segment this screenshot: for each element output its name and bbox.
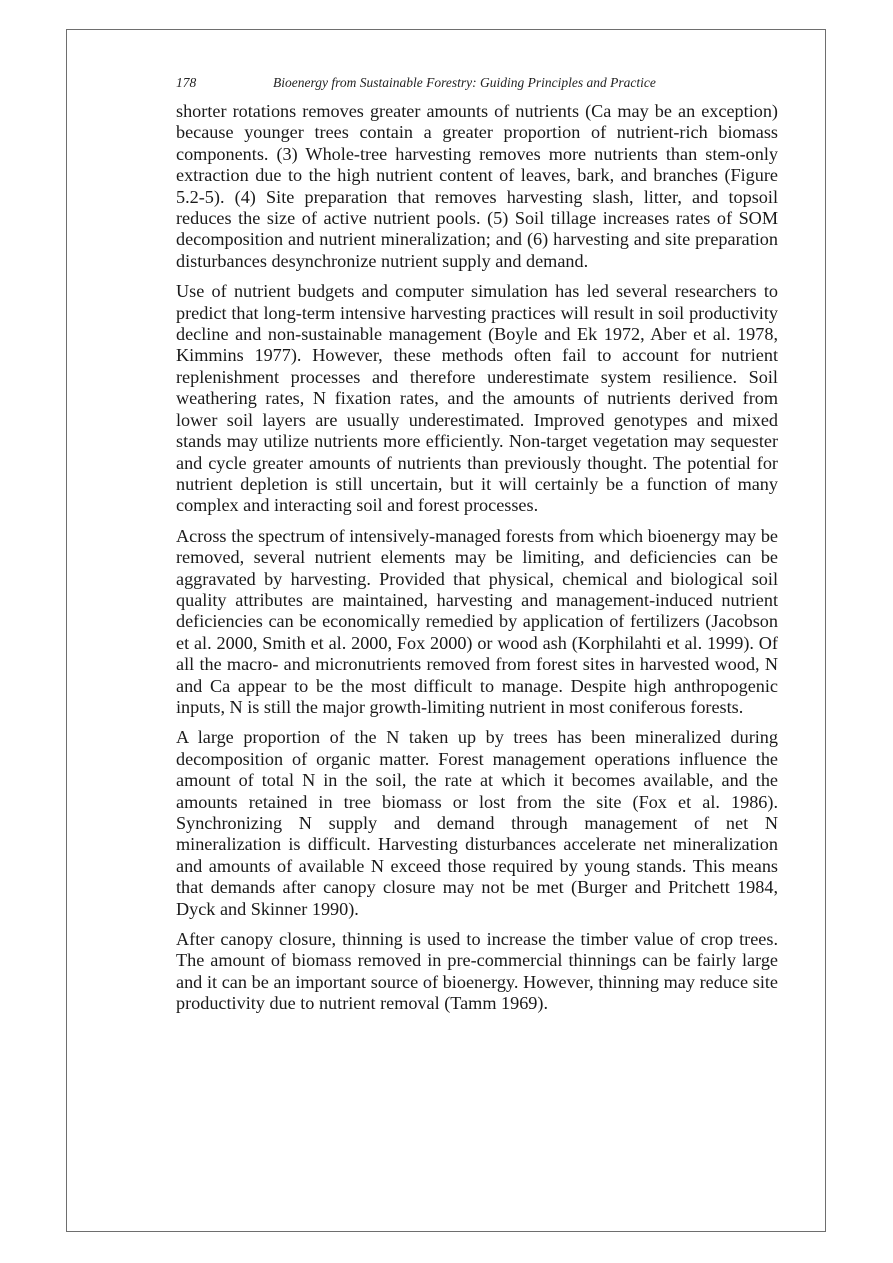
paragraph-5: After canopy closure, thinning is used to increase the timber value of crop trees. The amount of biomass removed in pre-commercial thinnings can be fairly large and it can be an important source of bioenergy. However, thinning may reduce site productivity due to nutrient removal (Tamm 1969). xyxy=(176,929,778,1014)
body-text xyxy=(176,101,778,1024)
paragraph-4: A large proportion of the N taken up by trees has been mineralized during decomposition of organic matter. Forest management operations influence the amount of total N in the soil, the rate at which it becomes available, and the amounts retained in tree biomass or lost from the site (Fox et al. 1986). Synchronizing N supply and demand through management of net N mineralization is difficult. Harvesting disturbances accelerate net mineralization and amounts of available N exceed those required by young stands. This means that demands after canopy closure may not be met (Burger and Pritchett 1984, Dyck and Skinner 1990). xyxy=(176,727,778,919)
running-header xyxy=(176,73,778,93)
page-number: 178 xyxy=(176,75,197,90)
paragraph-1: shorter rotations removes greater amounts of nutrients (Ca may be an exception) because younger trees contain a greater proportion of nutrient-rich biomass components. (3) Whole-tree harvesting removes more nutrients than stem-only extraction due to the high nutrient content of leaves, bark, and branches (Figure 5.2-5). (4) Site preparation that removes harvesting slash, litter, and topsoil reduces the size of active nutrient pools. (5) Soil tillage increases rates of SOM decomposition and nutrient mineralization; and (6) harvesting and site preparation disturbances desynchronize nutrient supply and demand. xyxy=(176,101,778,271)
book-title: Bioenergy from Sustainable Forestry: Guiding Principles and Practice xyxy=(273,75,656,90)
paragraph-2: Use of nutrient budgets and computer simulation has led several researchers to predict that long-term intensive harvesting practices will result in soil productivity decline and non-sustainable management (Boyle and Ek 1972, Aber et al. 1978, Kimmins 1977). However, these methods often fail to account for nutrient replenishment processes and therefore underestimate system resilience. Soil weathering rates, N fixation rates, and the amounts of nutrients derived from lower soil layers are usually underestimated. Improved genotypes and mixed stands may utilize nutrients more efficiently. Non-target vegetation may sequester and cycle greater amounts of nutrients than previously thought. The potential for nutrient depletion is still uncertain, but it will certainly be a function of many complex and interacting soil and forest processes. xyxy=(176,281,778,516)
paragraph-3: Across the spectrum of intensively-managed forests from which bioenergy may be removed, several nutrient elements may be limiting, and deficiencies can be aggravated by harvesting. Provided that physical, chemical and biological soil quality attributes are maintained, harvesting and management-induced nutrient deficiencies can be economically remedied by application of fertilizers (Jacobson et al. 2000, Smith et al. 2000, Fox 2000) or wood ash (Korphilahti et al. 1999). Of all the macro- and micronutrients removed from forest sites in harvested wood, N and Ca appear to be the most difficult to manage. Despite high anthropogenic inputs, N is still the major growth-limiting nutrient in most coniferous forests. xyxy=(176,525,778,717)
